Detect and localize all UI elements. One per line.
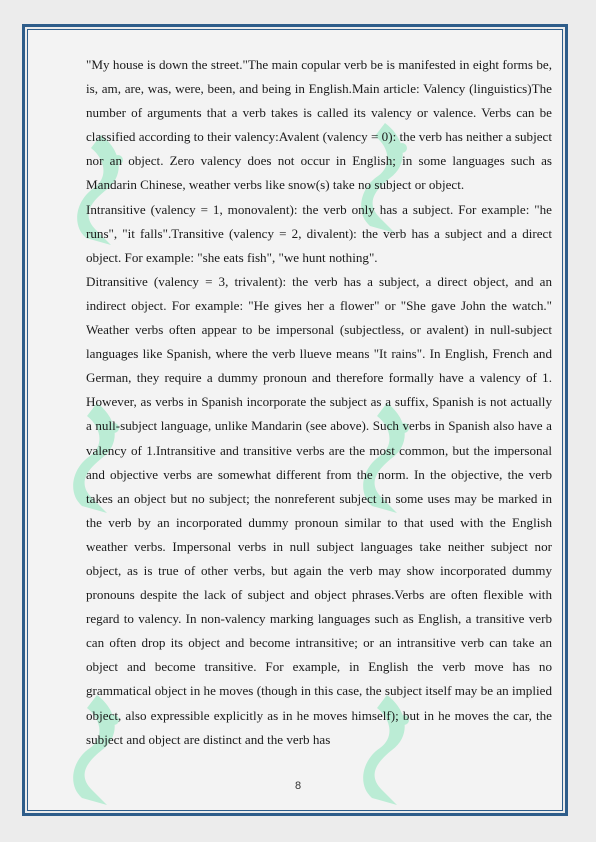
page-number: 8 [294, 780, 302, 792]
body-text [86, 53, 552, 752]
paragraph: Ditransitive (valency = 3, trivalent): the verb has a subject, a direct object, and an indirect object. For example: "He gives her a flower" or "She gave John the watch." Weather verbs often appear to be impersonal (subjectless, or avalent) in null-subject languages like Spanish, where the verb llueve means "It rains". In English, French and German, they require a dummy pronoun and therefore formally have a valency of 1. However, as verbs in Spanish incorporate the subject as a suffix, Spanish is not actually a null-subject language, unlike Mandarin (see above). Such verbs in Spanish also have a valency of 1.Intransitive and transitive verbs are the most common, but the impersonal and objective verbs are somewhat different from the norm. In the objective, the verb takes an object but no subject; the nonreferent subject in some uses may be marked in the verb by an incorporated dummy pronoun similar to that used with the English weather verbs. Impersonal verbs in null subject languages take neither subject nor object, as is true of other verbs, but again the verb may show incorporated dummy pronouns despite the lack of subject and object phrases.Verbs are often flexible with regard to valency. In non-valency marking languages such as English, a transitive verb can often drop its object and become intransitive; or an intransitive verb can take an object and become transitive. For example, in English the verb move has no grammatical object in he moves (though in this case, the subject itself may be an implied object, also expressible explicitly as in he moves himself); but in he moves the car, the subject and object are distinct and the verb has [86, 273, 552, 747]
paragraph: "My house is down the street."The main copular verb be is manifested in eight forms be, is, am, are, was, were, been, and being in English.Main article: Valency (linguistics)The number of arguments that a verb takes is called its valency or valence. Verbs can be classified according to their valency:Avalent (valency = 0): the verb has neither a subject nor an object. Zero valency does not occur in English; in some languages such as Mandarin Chinese, weather verbs like snow(s) take no subject or object. [86, 57, 552, 193]
paragraph: Intransitive (valency = 1, monovalent): the verb only has a subject. For example: "he runs", "it falls".Transitive (valency = 2, divalent): the verb has a subject and a direct object. For example: "she eats fish", "we hunt nothing". [86, 201, 552, 265]
